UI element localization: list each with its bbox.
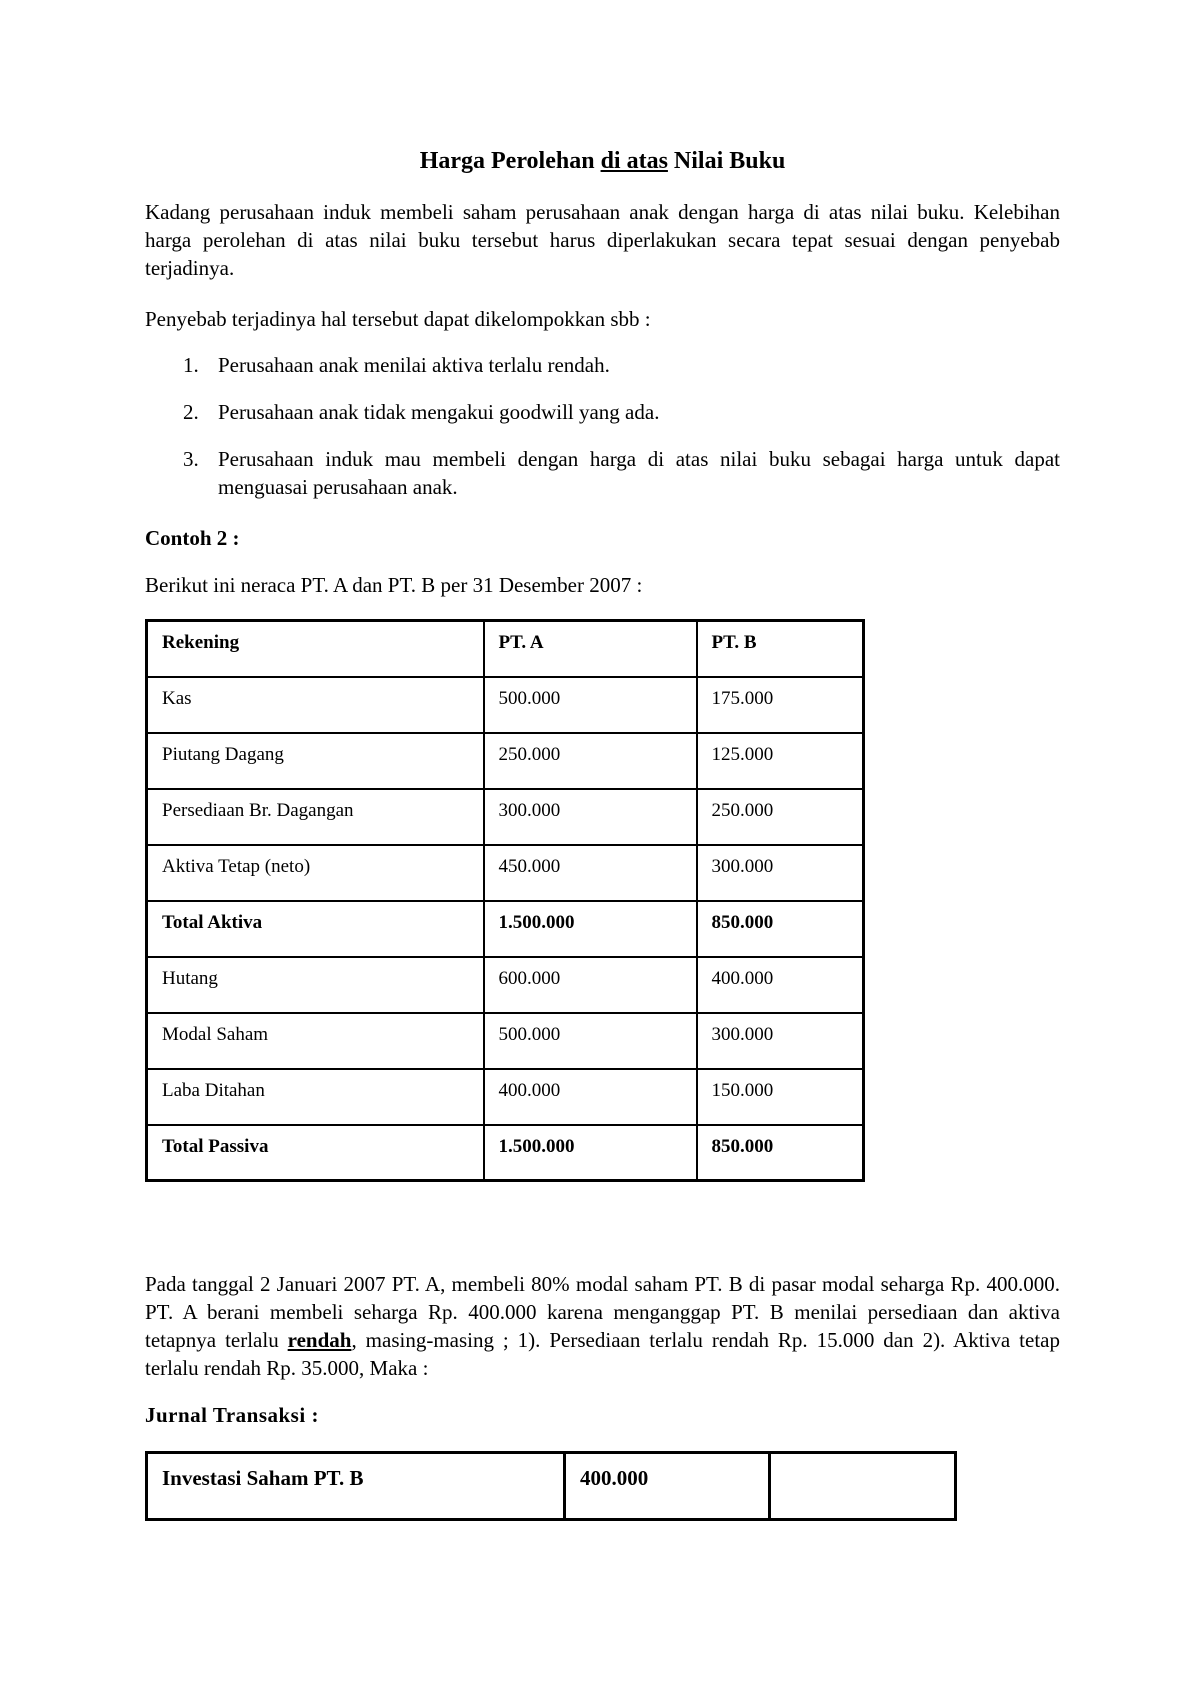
title-underlined: di atas bbox=[600, 148, 668, 174]
intro-paragraph: Kadang perusahaan induk membeli saham perusahaan anak dengan harga di atas nilai buku. Kelebihan harga perolehan di atas nilai buku tersebut harus diperlakukan secara tepat sesuai dengan penyebab terjadinya. bbox=[145, 200, 1060, 280]
transaction-text-end: , masing-masing ; 1). Persediaan terlalu rendah Rp. 15.000 dan 2). Aktiva tetap terlalu rendah Rp. 35.000, Maka : bbox=[145, 1328, 1060, 1380]
table-cell: Hutang bbox=[147, 957, 484, 1013]
table-cell: Kas bbox=[147, 677, 484, 733]
table-cell: 300.000 bbox=[697, 1013, 864, 1069]
transaction-emphasis: rendah bbox=[287, 1328, 352, 1352]
balance-sheet-table bbox=[145, 619, 865, 1182]
journal-debit-cell: 400.000 bbox=[565, 1453, 770, 1520]
table-cell: 300.000 bbox=[484, 789, 697, 845]
table-cell: Persediaan Br. Dagangan bbox=[147, 789, 484, 845]
example-heading: Contoh 2 : bbox=[145, 526, 240, 550]
table-row bbox=[147, 1453, 956, 1520]
table-row bbox=[147, 789, 864, 845]
transaction-paragraph bbox=[145, 1270, 1060, 1382]
list-number: 3. bbox=[183, 447, 199, 471]
list-text: Perusahaan induk mau membeli dengan harga di atas nilai buku sebagai harga untuk dapat menguasai perusahaan anak. bbox=[218, 447, 1060, 499]
balance-intro: Berikut ini neraca PT. A dan PT. B per 31 Desember 2007 : bbox=[145, 573, 643, 597]
table-cell: Total Passiva bbox=[147, 1125, 484, 1181]
causes-intro: Penyebab terjadinya hal tersebut dapat dikelompokkan sbb : bbox=[145, 307, 651, 331]
table-cell: 1.500.000 bbox=[484, 1125, 697, 1181]
table-cell: 300.000 bbox=[697, 845, 864, 901]
table-cell: 500.000 bbox=[484, 677, 697, 733]
table-row bbox=[147, 733, 864, 789]
table-cell: Aktiva Tetap (neto) bbox=[147, 845, 484, 901]
header-cell: Rekening bbox=[147, 621, 484, 677]
table-cell: Total Aktiva bbox=[147, 901, 484, 957]
journal-credit-cell bbox=[770, 1453, 956, 1520]
transaction-text: Pada tanggal 2 Januari 2007 PT. A, membeli 80% modal saham PT. B di pasar modal seharga Rp. 400.000. PT. A berani membeli seharga Rp. 400.000 karena menganggap PT. B menilai persediaan dan aktiva tetapnya terlalu bbox=[145, 1272, 1060, 1352]
list-item bbox=[145, 398, 1060, 426]
table-row bbox=[147, 845, 864, 901]
list-item bbox=[145, 351, 1060, 379]
table-row bbox=[147, 1013, 864, 1069]
table-cell: 1.500.000 bbox=[484, 901, 697, 957]
journal-account-cell: Investasi Saham PT. B bbox=[147, 1453, 565, 1520]
table-row bbox=[147, 957, 864, 1013]
table-row bbox=[147, 677, 864, 733]
table-cell: 400.000 bbox=[484, 1069, 697, 1125]
table-cell: 250.000 bbox=[697, 789, 864, 845]
title-part1: Harga Perolehan bbox=[419, 148, 601, 174]
list-text: Perusahaan anak menilai aktiva terlalu rendah. bbox=[218, 353, 610, 377]
table-cell: Laba Ditahan bbox=[147, 1069, 484, 1125]
table-cell: 500.000 bbox=[484, 1013, 697, 1069]
table-cell: 175.000 bbox=[697, 677, 864, 733]
table-cell: Modal Saham bbox=[147, 1013, 484, 1069]
table-row bbox=[147, 1069, 864, 1125]
table-cell: 150.000 bbox=[697, 1069, 864, 1125]
table-cell: 125.000 bbox=[697, 733, 864, 789]
table-cell: 250.000 bbox=[484, 733, 697, 789]
title-part2: Nilai Buku bbox=[667, 148, 786, 174]
header-cell: PT. A bbox=[484, 621, 697, 677]
table-total-row bbox=[147, 1125, 864, 1181]
table-cell: Piutang Dagang bbox=[147, 733, 484, 789]
table-cell: 850.000 bbox=[697, 901, 864, 957]
table-total-row bbox=[147, 901, 864, 957]
causes-list bbox=[145, 351, 1060, 520]
list-item bbox=[145, 445, 1060, 501]
journal-heading: Jurnal Transaksi : bbox=[145, 1403, 319, 1427]
table-cell: 850.000 bbox=[697, 1125, 864, 1181]
list-number: 1. bbox=[183, 353, 199, 377]
header-cell: PT. B bbox=[697, 621, 864, 677]
table-cell: 450.000 bbox=[484, 845, 697, 901]
list-number: 2. bbox=[183, 400, 199, 424]
list-text: Perusahaan anak tidak mengakui goodwill yang ada. bbox=[218, 400, 660, 424]
table-cell: 400.000 bbox=[697, 957, 864, 1013]
table-header-row bbox=[147, 621, 864, 677]
table-cell: 600.000 bbox=[484, 957, 697, 1013]
page-title bbox=[145, 148, 1060, 175]
journal-table bbox=[145, 1451, 957, 1521]
